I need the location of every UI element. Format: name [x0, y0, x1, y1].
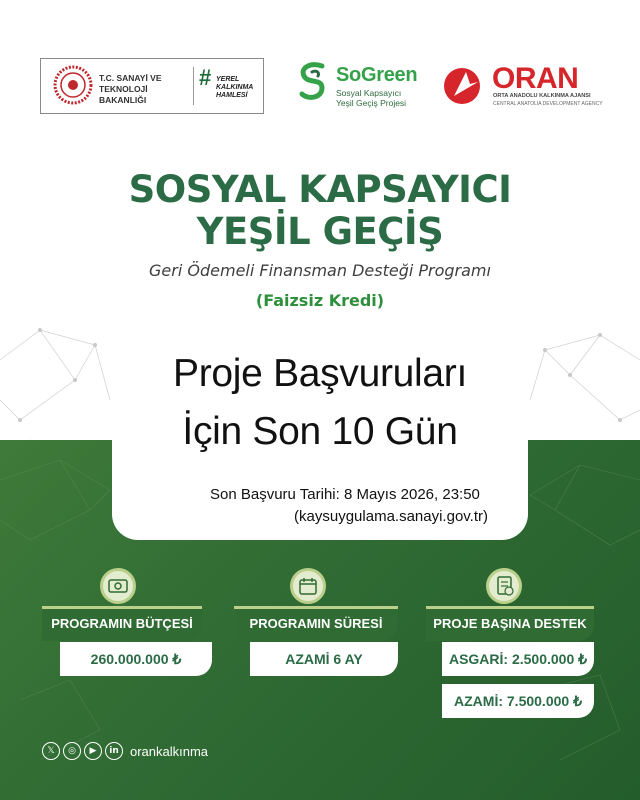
money-icon: [100, 568, 136, 604]
website-link[interactable]: (kaysuygulama.sanayi.gov.tr): [294, 508, 488, 525]
ministry-name: T.C. SANAYİ VE TEKNOLOJİ BAKANLIĞI: [99, 73, 162, 105]
x-icon[interactable]: 𝕏: [42, 742, 60, 760]
program-subtitle: Geri Ödemeli Finansman Desteği Programı: [149, 261, 491, 280]
headline-line-1: Proje Başvuruları: [172, 352, 468, 395]
youtube-icon[interactable]: ▶: [84, 742, 102, 760]
local-development-text: YEREL KALKINMA HAMLESİ: [216, 76, 254, 99]
budget-value: 260.000.000 ₺: [60, 642, 212, 676]
headline-line-2: İçin Son 10 Gün: [182, 410, 458, 453]
sogreen-subtitle: [336, 88, 406, 108]
calendar-icon: [290, 568, 326, 604]
hashtag-icon: #: [199, 65, 212, 90]
sogreen-logo-text: SoGreen: [336, 64, 418, 86]
sogreen-subtitle-line2: Yeşil Geçiş Projesi: [336, 98, 407, 108]
document-money-icon: [486, 568, 522, 604]
sogreen-logo-icon: [296, 60, 330, 104]
instagram-icon[interactable]: ◎: [63, 742, 81, 760]
oran-subtitle-english: CENTRAL ANATOLIA DEVELOPMENT AGENCY: [493, 101, 603, 107]
support-min-value: ASGARİ: 2.500.000 ₺: [442, 642, 594, 676]
oran-logo-text: ORAN: [492, 62, 579, 95]
support-max-value: AZAMİ: 7.500.000 ₺: [442, 684, 594, 718]
deadline-text: Son Başvuru Tarihi: 8 Mayıs 2026, 23:50: [210, 486, 480, 503]
budget-label: PROGRAMIN BÜTÇESİ: [42, 606, 202, 641]
sogreen-subtitle-line1: Sosyal Kapsayıcı: [336, 88, 402, 98]
oran-subtitle: ORTA ANADOLU KALKINMA AJANSI: [493, 93, 591, 99]
social-handle[interactable]: orankalkınma: [130, 744, 209, 759]
linkedin-icon[interactable]: in: [105, 742, 123, 760]
ministry-emblem-icon: [53, 65, 93, 105]
oran-logo-icon: [438, 64, 488, 106]
logo-divider: [193, 67, 194, 105]
title-line-2: YEŞİL GEÇİŞ: [196, 210, 444, 253]
program-note: (Faizsiz Kredi): [255, 291, 385, 310]
duration-value: AZAMİ 6 AY: [250, 642, 398, 676]
duration-label: PROGRAMIN SÜRESİ: [234, 606, 398, 641]
support-label: PROJE BAŞINA DESTEK: [426, 606, 594, 641]
ministry-logo-box: [40, 58, 264, 114]
title-line-1: SOSYAL KAPSAYICI: [128, 168, 512, 211]
